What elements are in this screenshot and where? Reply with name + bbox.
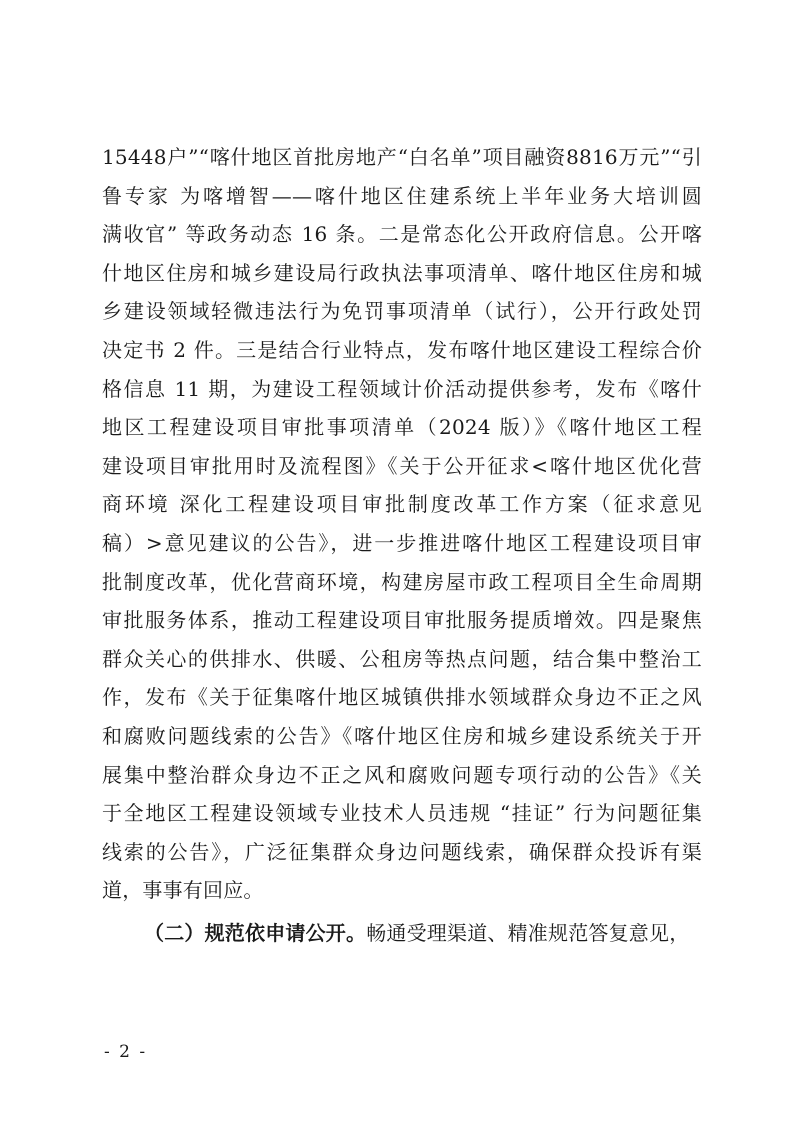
text-line-3: 满收官” 等政务动态 16 条。二是常态化公开政府信息。公开喀 xyxy=(102,222,702,247)
text-line-2: 鲁专家 为喀增智——喀什地区住建系统上半年业务大培训圆 xyxy=(102,183,702,208)
body-text xyxy=(102,138,702,952)
section-heading-text: 畅通受理渠道、精准规范答复意见， xyxy=(366,920,690,945)
text-line-4: 什地区住房和城乡建设局行政执法事项清单、喀什地区住房和城 xyxy=(102,260,702,285)
text-line-13: 审批服务体系，推动工程建设项目审批服务提质增效。四是聚焦 xyxy=(102,608,702,633)
text-line-19: 线索的公告》，广泛征集群众身边问题线索，确保群众投诉有渠 xyxy=(102,839,702,864)
text-line-8: 地区工程建设项目审批事项清单（2024 版）》《喀什地区工程 xyxy=(102,415,702,440)
text-line-15: 作，发布《关于征集喀什地区城镇供排水领域群众身边不正之风 xyxy=(102,685,702,710)
text-line-14: 群众关心的供排水、供暖、公租房等热点问题，结合集中整治工 xyxy=(102,646,702,671)
text-line-7: 格信息 11 期，为建设工程领域计价活动提供参考，发布《喀什 xyxy=(102,376,702,401)
section-heading: （二）规范依申请公开。 xyxy=(144,920,367,945)
text-line-20: 道，事事有回应。 xyxy=(102,878,264,903)
section-heading-line xyxy=(102,914,702,953)
text-line-6: 决定书 2 件。三是结合行业特点，发布喀什地区建设工程综合价 xyxy=(102,337,702,362)
page-number: - 2 - xyxy=(104,1042,148,1062)
text-line-18: 于全地区工程建设领域专业技术人员违规 “挂证” 行为问题征集 xyxy=(102,801,702,826)
text-line-11: 稿）>意见建议的公告》，进一步推进喀什地区工程建设项目审 xyxy=(102,530,702,555)
text-line-16: 和腐败问题线索的公告》《喀什地区住房和城乡建设系统关于开 xyxy=(102,723,702,748)
text-line-5: 乡建设领域轻微违法行为免罚事项清单（试行），公开行政处罚 xyxy=(102,299,702,324)
text-line-10: 商环境 深化工程建设项目审批制度改革工作方案（征求意见 xyxy=(102,492,702,517)
text-line-17: 展集中整治群众身边不正之风和腐败问题专项行动的公告》《关 xyxy=(102,762,702,787)
text-line-1: 15448户”“喀什地区首批房地产“白名单”项目融资8816万元”“引 xyxy=(102,145,702,169)
text-line-12: 批制度改革，优化营商环境，构建房屋市政工程项目全生命周期 xyxy=(102,569,702,594)
text-line-9: 建设项目审批用时及流程图》《关于公开征求<喀什地区优化营 xyxy=(102,453,702,478)
